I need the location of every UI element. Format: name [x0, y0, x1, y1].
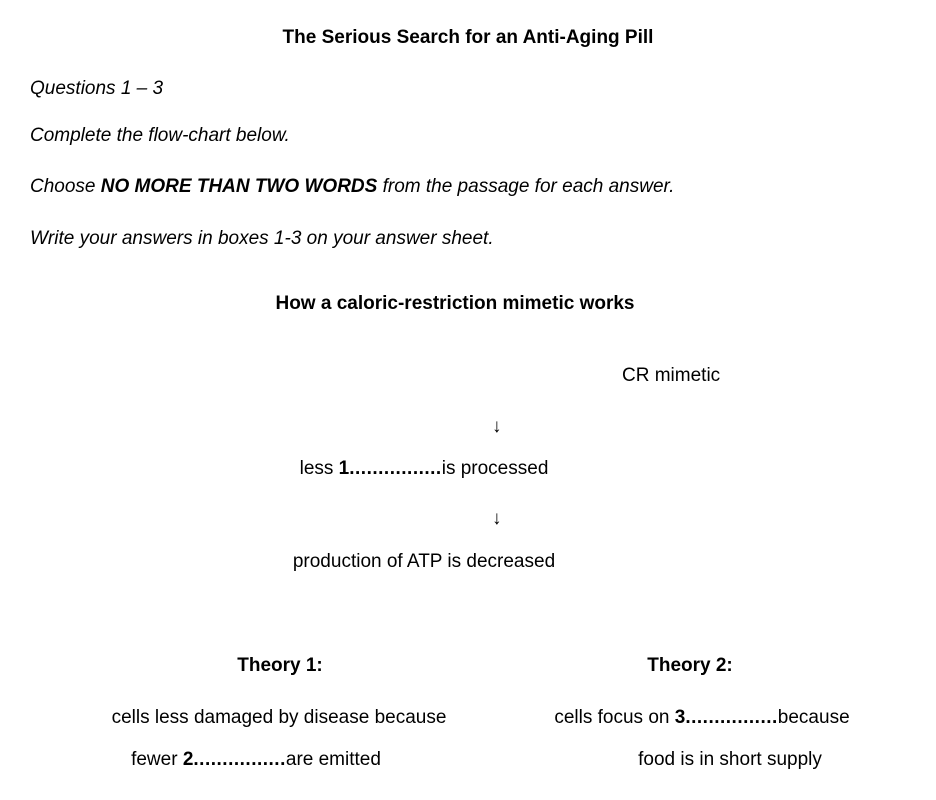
flowchart-heading: How a caloric-restriction mimetic works — [275, 293, 635, 314]
theory-1-line-1: cells less damaged by disease because — [111, 707, 447, 728]
word-limit-prefix: Choose — [30, 176, 101, 197]
theory-2-title: Theory 2: — [647, 655, 733, 676]
instruction-answer-sheet: Write your answers in boxes 1-3 on your answer sheet. — [30, 228, 494, 249]
node-2-prefix: less — [299, 458, 339, 479]
theory-2-line-1-suffix: because — [777, 707, 850, 728]
gap-dots-3: ................ — [685, 707, 778, 728]
instruction-word-limit — [30, 176, 674, 198]
page-title: The Serious Search for an Anti-Aging Pill — [282, 27, 654, 48]
word-limit-suffix: from the passage for each answer. — [377, 176, 675, 197]
gap-number-2: 2 — [182, 749, 194, 770]
flowchart-node-cr-mimetic: CR mimetic — [622, 365, 721, 386]
theory-1-line-2 — [36, 749, 476, 771]
gap-number-1: 1 — [338, 458, 350, 479]
word-limit-emphasis: NO MORE THAN TWO WORDS — [100, 176, 378, 197]
gap-dots-1: ................ — [349, 458, 442, 479]
theory-1-block — [60, 655, 500, 791]
down-arrow-icon: ↓ — [492, 416, 502, 437]
theory-2-line-1-prefix: cells focus on — [554, 707, 675, 728]
node-2-suffix: is processed — [441, 458, 549, 479]
theory-1-line-2-prefix: fewer — [131, 749, 183, 770]
theory-1-line-2-suffix: are emitted — [285, 749, 381, 770]
theory-2-line-1 — [482, 707, 922, 729]
flowchart-node-gap-1 — [0, 458, 892, 480]
instruction-task: Complete the flow-chart below. — [30, 125, 290, 146]
theory-1-title: Theory 1: — [237, 655, 323, 676]
gap-dots-2: ................ — [193, 749, 286, 770]
gap-number-3: 3 — [674, 707, 686, 728]
flowchart-node-atp: production of ATP is decreased — [292, 551, 556, 572]
down-arrow-icon-2: ↓ — [492, 508, 502, 529]
theory-2-line-2: food is in short supply — [638, 749, 822, 770]
instruction-questions-range: Questions 1 – 3 — [30, 78, 164, 99]
theory-2-block — [470, 655, 910, 791]
